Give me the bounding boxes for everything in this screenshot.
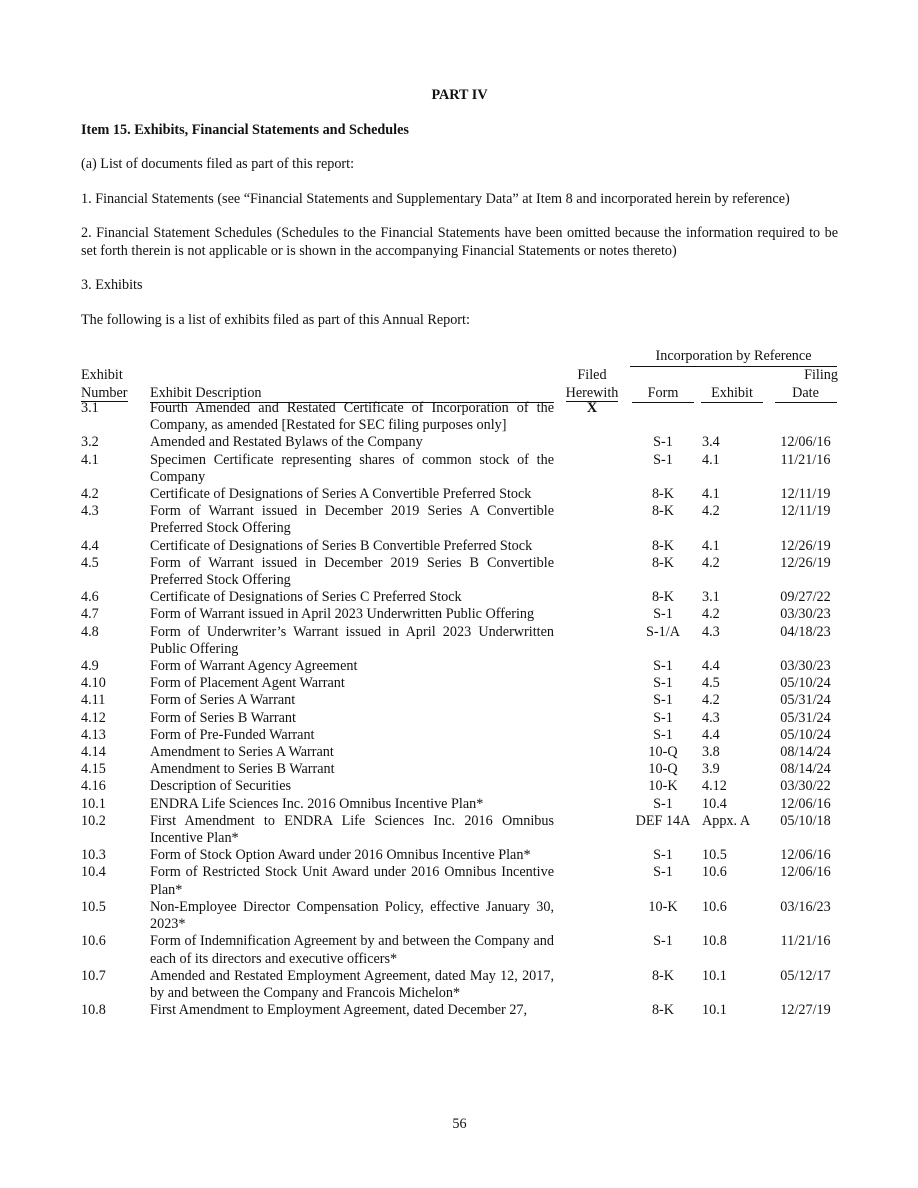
exhibit-number: 10.2 (81, 812, 106, 829)
paragraph-a: (a) List of documents filed as part of this report: (81, 156, 355, 172)
exhibit-number: 10.4 (81, 864, 106, 881)
filing-date: 08/14/24 (780, 744, 831, 761)
filing-date: 03/16/23 (780, 898, 831, 915)
exhibit-number: 10.6 (81, 933, 106, 950)
exhibit-ref: 3.8 (702, 744, 720, 761)
exhibit-description: Form of Series A Warrant (150, 692, 296, 709)
exhibit-number: 10.5 (81, 898, 106, 915)
exhibit-ref: 4.3 (702, 623, 720, 640)
col-filed-label-2: Herewith (565, 385, 619, 401)
form: 8-K (651, 967, 675, 984)
exhibit-ref: 4.2 (702, 554, 720, 571)
table-row (81, 400, 838, 434)
exhibit-description: First Amendment to ENDRA Life Sciences Inc. 2016 Omnibus Incentive Plan* (150, 812, 554, 847)
form: S-1 (653, 606, 673, 623)
filing-date: 05/31/24 (780, 692, 831, 709)
exhibit-description: Non-Employee Director Compensation Policy, effective January 30, 2023* (150, 898, 554, 933)
form: S-1 (653, 692, 673, 709)
table-row (81, 727, 838, 744)
filed-herewith: X (586, 400, 598, 416)
exhibit-description: Form of Pre-Funded Warrant (150, 726, 315, 743)
exhibit-number: 3.2 (81, 434, 99, 451)
paragraph-3: 3. Exhibits (81, 277, 143, 293)
exhibit-number: 4.13 (81, 726, 106, 743)
col-date-label-2: Date (773, 384, 838, 403)
exhibit-ref: 3.1 (702, 589, 720, 606)
paragraph-2: 2. Financial Statement Schedules (Schedules to the Financial Statements have been omitted because the information required to be set forth therein is not applicable or is shown in the accompanying Financial Statements or notes thereto) (81, 225, 838, 259)
exhibit-ref: 10.5 (702, 847, 727, 864)
table-row (81, 589, 838, 606)
exhibit-number: 4.3 (81, 503, 99, 520)
table-row (81, 968, 838, 1002)
exhibit-description: Form of Warrant Agency Agreement (150, 658, 358, 675)
exhibit-description: Certificate of Designations of Series B Convertible Preferred Stock (150, 537, 533, 554)
filing-date: 12/06/16 (780, 434, 831, 451)
col-form-label: Form (632, 384, 694, 403)
exhibit-ref: 3.4 (702, 434, 720, 451)
exhibit-description: Form of Stock Option Award under 2016 Omnibus Incentive Plan* (150, 847, 531, 864)
filing-date: 05/10/24 (780, 726, 831, 743)
form: 8-K (651, 537, 675, 554)
table-row (81, 864, 838, 898)
table-row (81, 624, 838, 658)
exhibit-ref: Appx. A (702, 812, 751, 829)
item-title: Item 15. Exhibits, Financial Statements and Schedules (81, 122, 409, 138)
form: S-1 (653, 675, 673, 692)
exhibit-description: Amendment to Series B Warrant (150, 761, 335, 778)
form: DEF 14A (635, 812, 691, 829)
exhibit-number: 4.10 (81, 675, 106, 692)
form: 8-K (651, 503, 675, 520)
form: 10-K (648, 778, 678, 795)
filing-date: 12/27/19 (780, 1002, 831, 1019)
exhibit-description: Form of Warrant issued in December 2019 Series A Convertible Preferred Stock Offering (150, 503, 554, 537)
table-header (81, 348, 838, 400)
col-exhibit-label: Exhibit (701, 384, 763, 403)
exhibit-number: 4.15 (81, 761, 106, 778)
filing-date: 12/11/19 (780, 503, 831, 520)
exhibit-number: 4.4 (81, 537, 99, 554)
form: S-1/A (646, 623, 680, 640)
exhibit-description: Amended and Restated Employment Agreement, dated May 12, 2017, by and between the Company and Francois Michelon* (150, 967, 554, 1001)
exhibit-ref: 4.2 (702, 692, 720, 709)
table-row (81, 503, 838, 537)
exhibit-number: 4.1 (81, 451, 99, 468)
exhibit-number: 10.8 (81, 1002, 106, 1019)
form: S-1 (653, 709, 673, 726)
table-row (81, 710, 838, 727)
table-row (81, 658, 838, 675)
table-row (81, 452, 838, 486)
form: S-1 (653, 795, 673, 812)
table-row (81, 1002, 838, 1019)
exhibit-number: 4.12 (81, 709, 106, 726)
exhibit-description: Form of Underwriter’s Warrant issued in April 2023 Underwritten Public Offering (150, 623, 554, 657)
table-row (81, 813, 838, 847)
exhibit-ref: 4.2 (702, 606, 720, 623)
exhibit-description: Description of Securities (150, 778, 292, 795)
exhibit-description: Form of Indemnification Agreement by and between the Company and each of its directors and executive officers* (150, 933, 554, 967)
filing-date: 05/31/24 (780, 709, 831, 726)
table-body (81, 400, 838, 1019)
col-date-label-1: Filing (804, 367, 838, 383)
exhibit-number: 4.2 (81, 486, 99, 503)
exhibit-ref: 10.6 (702, 864, 727, 881)
col-number-label-2: Number (81, 385, 128, 401)
filing-date: 09/27/22 (780, 589, 831, 606)
filing-date: 12/26/19 (780, 554, 831, 571)
exhibit-number: 4.9 (81, 658, 99, 675)
col-filed-label-1: Filed (577, 367, 607, 383)
table-row (81, 933, 838, 967)
exhibit-number: 4.6 (81, 589, 99, 606)
filing-date: 12/06/16 (780, 847, 831, 864)
form: 8-K (651, 486, 675, 503)
exhibit-number: 10.3 (81, 847, 106, 864)
exhibit-description: Certificate of Designations of Series C Preferred Stock (150, 589, 462, 606)
form: S-1 (653, 434, 673, 451)
filing-date: 11/21/16 (780, 451, 831, 468)
exhibit-ref: 4.1 (702, 537, 720, 554)
table-row (81, 744, 838, 761)
filing-date: 12/11/19 (780, 486, 831, 503)
exhibit-ref: 4.2 (702, 503, 720, 520)
exhibit-description: Form of Restricted Stock Unit Award under 2016 Omnibus Incentive Plan* (150, 864, 554, 898)
exhibit-ref: 4.1 (702, 451, 720, 468)
exhibit-ref: 4.4 (702, 658, 720, 675)
exhibit-description: Certificate of Designations of Series A Convertible Preferred Stock (150, 486, 532, 503)
form: S-1 (653, 864, 673, 881)
filing-date: 03/30/23 (780, 606, 831, 623)
table-row (81, 675, 838, 692)
form: S-1 (653, 933, 673, 950)
table-row (81, 692, 838, 709)
table-row (81, 555, 838, 589)
form: 8-K (651, 1002, 675, 1019)
col-number-label-1: Exhibit (81, 367, 123, 383)
exhibit-number: 3.1 (81, 400, 99, 416)
table-row (81, 778, 838, 795)
filing-date: 08/14/24 (780, 761, 831, 778)
exhibit-number: 4.16 (81, 778, 106, 795)
incorporation-header: Incorporation by Reference (630, 348, 837, 367)
paragraph-intro: The following is a list of exhibits filed as part of this Annual Report: (81, 312, 470, 328)
exhibit-number: 4.5 (81, 554, 99, 571)
exhibit-ref: 10.4 (702, 795, 727, 812)
exhibit-description: Form of Warrant issued in December 2019 Series B Convertible Preferred Stock Offering (150, 554, 554, 589)
exhibit-ref: 4.5 (702, 675, 720, 692)
exhibit-ref: 4.3 (702, 709, 720, 726)
exhibit-description: Fourth Amended and Restated Certificate of Incorporation of the Company, as amended [Restated for SEC filing purposes only] (150, 400, 554, 434)
form: S-1 (653, 658, 673, 675)
exhibit-description: Specimen Certificate representing shares of common stock of the Company (150, 451, 554, 485)
exhibit-description: ENDRA Life Sciences Inc. 2016 Omnibus Incentive Plan* (150, 795, 484, 812)
table-row (81, 486, 838, 503)
form: 8-K (651, 554, 675, 571)
table-row (81, 796, 838, 813)
page-number: 56 (452, 1116, 467, 1132)
filing-date: 12/06/16 (780, 864, 831, 881)
exhibit-description: Form of Series B Warrant (150, 709, 296, 726)
exhibit-ref: 10.8 (702, 933, 727, 950)
exhibit-ref: 10.1 (702, 967, 727, 984)
filing-date: 12/26/19 (780, 537, 831, 554)
exhibit-description: Amended and Restated Bylaws of the Company (150, 434, 423, 451)
filing-date: 11/21/16 (780, 933, 831, 950)
exhibit-ref: 4.4 (702, 726, 720, 743)
filing-date: 12/06/16 (780, 795, 831, 812)
form: S-1 (653, 726, 673, 743)
table-row (81, 899, 838, 933)
exhibit-ref: 10.1 (702, 1002, 727, 1019)
exhibit-number: 4.11 (81, 692, 106, 709)
exhibit-number: 10.1 (81, 795, 106, 812)
exhibit-number: 4.8 (81, 623, 99, 640)
exhibit-ref: 10.6 (702, 898, 727, 915)
exhibit-ref: 4.12 (702, 778, 727, 795)
filing-date: 05/10/18 (780, 812, 831, 829)
table-row (81, 761, 838, 778)
exhibit-ref: 3.9 (702, 761, 720, 778)
filing-date: 05/10/24 (780, 675, 831, 692)
table-row (81, 606, 838, 623)
form: 10-Q (648, 761, 678, 778)
exhibit-number: 10.7 (81, 967, 106, 984)
form: S-1 (653, 451, 673, 468)
form: S-1 (653, 847, 673, 864)
exhibit-ref: 4.1 (702, 486, 720, 503)
exhibit-description: Amendment to Series A Warrant (150, 744, 334, 761)
form: 10-Q (648, 744, 678, 761)
form: 10-K (648, 898, 678, 915)
form: 8-K (651, 589, 675, 606)
exhibit-description: First Amendment to Employment Agreement, dated December 27, (150, 1002, 528, 1019)
exhibits-table (81, 348, 838, 1019)
filing-date: 04/18/23 (780, 623, 831, 640)
col-description-label: Exhibit Description (150, 384, 554, 403)
exhibit-description: Form of Warrant issued in April 2023 Underwritten Public Offering (150, 606, 535, 623)
exhibit-number: 4.14 (81, 744, 106, 761)
filing-date: 03/30/23 (780, 658, 831, 675)
filing-date: 03/30/22 (780, 778, 831, 795)
table-row (81, 434, 838, 451)
exhibit-description: Form of Placement Agent Warrant (150, 675, 345, 692)
part-title: PART IV (431, 87, 488, 103)
paragraph-1: 1. Financial Statements (see “Financial Statements and Supplementary Data” at Item 8 and incorporated herein by reference) (81, 191, 790, 207)
exhibit-number: 4.7 (81, 606, 99, 623)
table-row (81, 538, 838, 555)
filing-date: 05/12/17 (780, 967, 831, 984)
table-row (81, 847, 838, 864)
